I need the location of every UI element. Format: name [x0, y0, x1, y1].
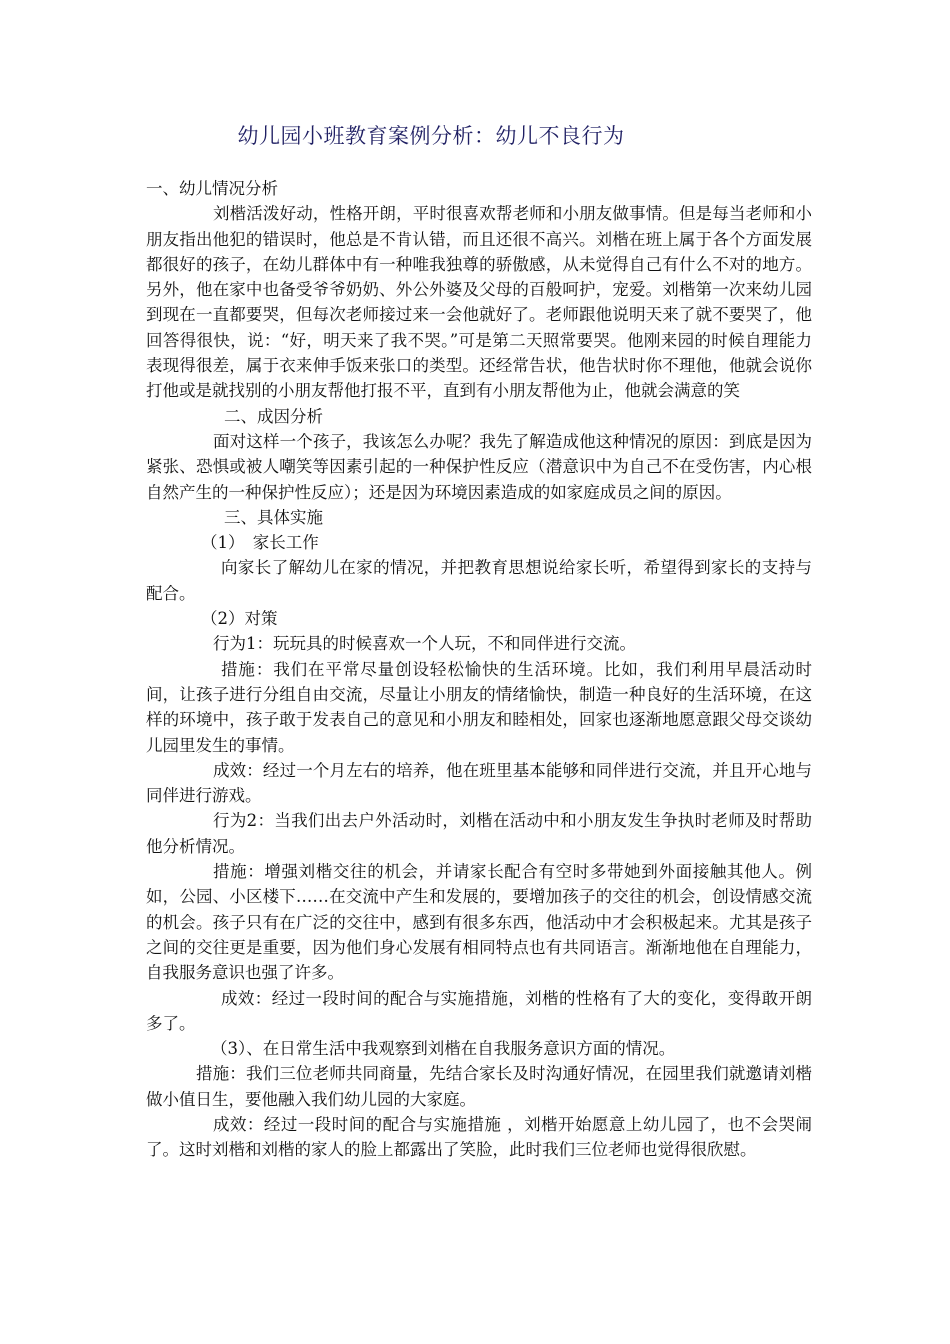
subsection-heading: （2）对策 — [201, 609, 278, 629]
section-heading: 三、具体实施 — [224, 507, 323, 527]
paragraph: 措施：我们在平常尽量创设轻松愉快的生活环境。比如，我们利用早晨活动时间，让孩子进行分组自由交流，尽量让小朋友的情绪愉快，制造一种良好的生活环境，在这样的环境中，孩子敢于发表自己的意见和小朋友和睦相处，回家也逐渐地愿意跟父母交谈幼儿园里发生的事情。 — [146, 659, 812, 755]
paragraph: 成效：经过一段时间的配合与实施措施，刘楷的性格有了大的变化，变得敢开朗多了。 — [146, 988, 812, 1033]
paragraph: 向家长了解幼儿在家的情况，并把教育思想说给家长听，希望得到家长的支持与配合。 — [146, 558, 812, 603]
paragraph: 措施：我们三位老师共同商量，先结合家长及时沟通好情况，在园里我们就邀请刘楷做小值日生，要他融入我们幼儿园的大家庭。 — [146, 1064, 812, 1109]
document-body — [146, 176, 812, 1163]
paragraph: 行为1：玩玩具的时候喜欢一个人玩，不和同伴进行交流。 — [213, 634, 636, 654]
paragraph: 成效：经过一段时间的配合与实施措施 ，刘楷开始愿意上幼儿园了，也不会哭闹了。这时刘楷和刘楷的家人的脸上都露出了笑脸，此时我们三位老师也觉得很欣慰。 — [146, 1114, 812, 1160]
document-title: 幼儿园小班教育案例分析：幼儿不良行为 — [237, 124, 625, 148]
paragraph: 刘楷活泼好动，性格开朗，平时很喜欢帮老师和小朋友做事情。但是每当老师和小朋友指出他犯的错误时，他总是不肯认错，而且还很不高兴。刘楷在班上属于各个方面发展都很好的孩子，在幼儿群体中有一种唯我独尊的骄傲感，从未觉得自己有什么不对的地方。另外，他在家中也备受爷爷奶奶、外公外婆及父母的百般呵护，宠爱。刘楷第一次来幼儿园到现在一直都要哭，但每次老师接过来一会他就好了。老师跟他说明天来了就不要哭了，他回答得很快，说：“好，明天来了我不哭。”可是第二天照常要哭。他刚来园的时候自理能力表现得很差，属于衣来伸手饭来张口的类型。还经常告状，他告状时你不理他，他就会说你打他或是就找别的小朋友帮他打报不平，直到有小朋友帮他为止，他就会满意的笑 — [146, 204, 812, 401]
paragraph: 措施：增强刘楷交往的机会，并请家长配合有空时多带她到外面接触其他人。例如，公园、小区楼下……在交流中产生和发展的，要增加孩子的交往的机会，创设情感交流的机会。孩子只有在广泛的交往中，感到有很多东西，他活动中才会积极起来。尤其是孩子之间的交往更是重要，因为他们身心发展有相同特点也有共同语言。渐渐地他在自理能力，自我服务意识也强了许多。 — [146, 862, 812, 983]
subsection-heading: （1） 家长工作 — [201, 533, 319, 553]
paragraph: 面对这样一个孩子，我该怎么办呢？我先了解造成他这种情况的原因：到底是因为紧张、恐惧或被人嘲笑等因素引起的一种保护性反应（潜意识中为自己不在受伤害，内心根自然产生的一种保护性反应）；还是因为环境因素造成的如家庭成员之间的原因。 — [146, 431, 812, 502]
paragraph: （3）、在日常生活中我观察到刘楷在自我服务意识方面的情况。 — [211, 1039, 676, 1059]
section-heading: 一、幼儿情况分析 — [146, 179, 278, 198]
paragraph: 行为2：当我们出去户外活动时，刘楷在活动中和小朋友发生争执时老师及时帮助他分析情况。 — [146, 811, 812, 856]
section-heading: 二、成因分析 — [224, 406, 323, 426]
paragraph: 成效：经过一个月左右的培养，他在班里基本能够和同伴进行交流，并且开心地与同伴进行游戏。 — [146, 760, 812, 806]
